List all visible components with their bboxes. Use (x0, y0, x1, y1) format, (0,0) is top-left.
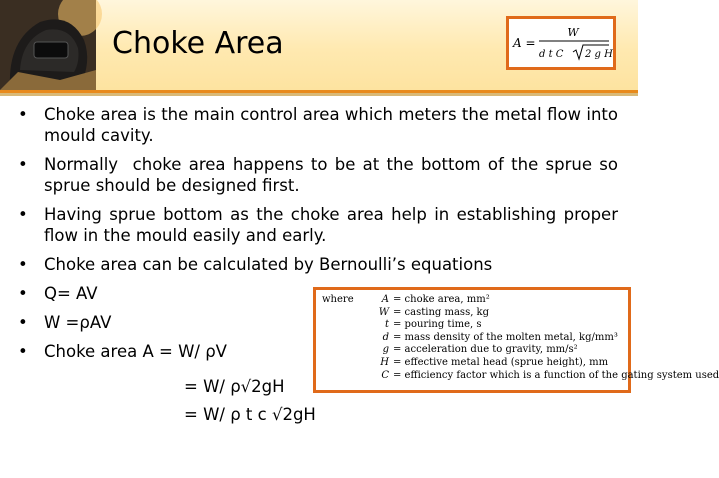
welder-photo (0, 0, 96, 90)
legend-symbol: W (378, 306, 389, 318)
bullet-item (18, 154, 624, 196)
legend-symbol: t (384, 319, 389, 331)
legend-row (322, 344, 628, 357)
legend-definition: = choke area, mm² (393, 294, 490, 305)
legend-symbol: C (381, 369, 389, 381)
bullet-dot: • (18, 255, 28, 274)
equation-continuation: = W/ ρ t c √2gH (184, 405, 316, 424)
formula-radicand: 2 g H (585, 49, 613, 60)
equation-continuation: = W/ ρ√2gH (184, 377, 285, 396)
legend-symbol: g (382, 344, 389, 356)
legend-symbol: A (381, 294, 389, 305)
bullet-text: Q= AV (44, 284, 98, 303)
legend-symbol: d (382, 331, 389, 343)
bullet-dot: • (18, 105, 28, 124)
welder-helmet-icon (0, 0, 96, 90)
legend-definition: = effective metal head (sprue height), mm (393, 356, 609, 368)
bullet-dot: • (18, 342, 28, 361)
page-title: Choke Area (112, 26, 284, 61)
symbol-legend (313, 287, 719, 393)
bullet-dot: • (18, 284, 28, 303)
bullet-text: W =ρAV (44, 313, 112, 332)
formula-lhs: A = (513, 36, 536, 50)
legend-symbol: H (380, 356, 389, 368)
bullet-text: Having sprue bottom as the choke area help in establishing proper flow in the mould easily and early. (44, 205, 618, 245)
bullet-item (18, 104, 618, 146)
bullet-text: Choke area can be calculated by Bernoulli’s equations (44, 255, 493, 274)
bullet-item (18, 204, 618, 246)
bullet-text: Choke area A = W/ ρV (44, 342, 227, 361)
bullet-item (18, 254, 618, 275)
legend-definition: = casting mass, kg (393, 306, 490, 318)
bullet-text: Normally choke area happens to be at the bottom of the sprue so sprue should be designed first. (44, 155, 624, 195)
bullet-text: Choke area is the main control area which meters the metal flow into mould cavity. (44, 105, 618, 145)
formula-numerator: W (567, 26, 579, 39)
legend-row (322, 294, 628, 307)
legend-row (322, 319, 628, 332)
choke-area-formula (509, 19, 613, 67)
legend-definition: = efficiency factor which is a function of the gating system used (393, 369, 719, 381)
legend-where: where (322, 294, 354, 305)
bullet-dot: • (18, 205, 28, 224)
legend-row (322, 307, 628, 320)
legend-definition: = acceleration due to gravity, mm/s² (393, 344, 578, 356)
legend-row (322, 332, 628, 345)
bullet-dot: • (18, 155, 28, 174)
legend-definition: = pouring time, s (393, 319, 482, 331)
legend-definition: = mass density of the molten metal, kg/mm³ (393, 331, 618, 343)
header-rule-secondary (0, 93, 638, 96)
bullet-dot: • (18, 313, 28, 332)
formula-denominator-prefix: d t C (539, 49, 564, 60)
legend-row (322, 369, 719, 383)
formula-box (506, 16, 616, 70)
legend-row (322, 357, 628, 370)
